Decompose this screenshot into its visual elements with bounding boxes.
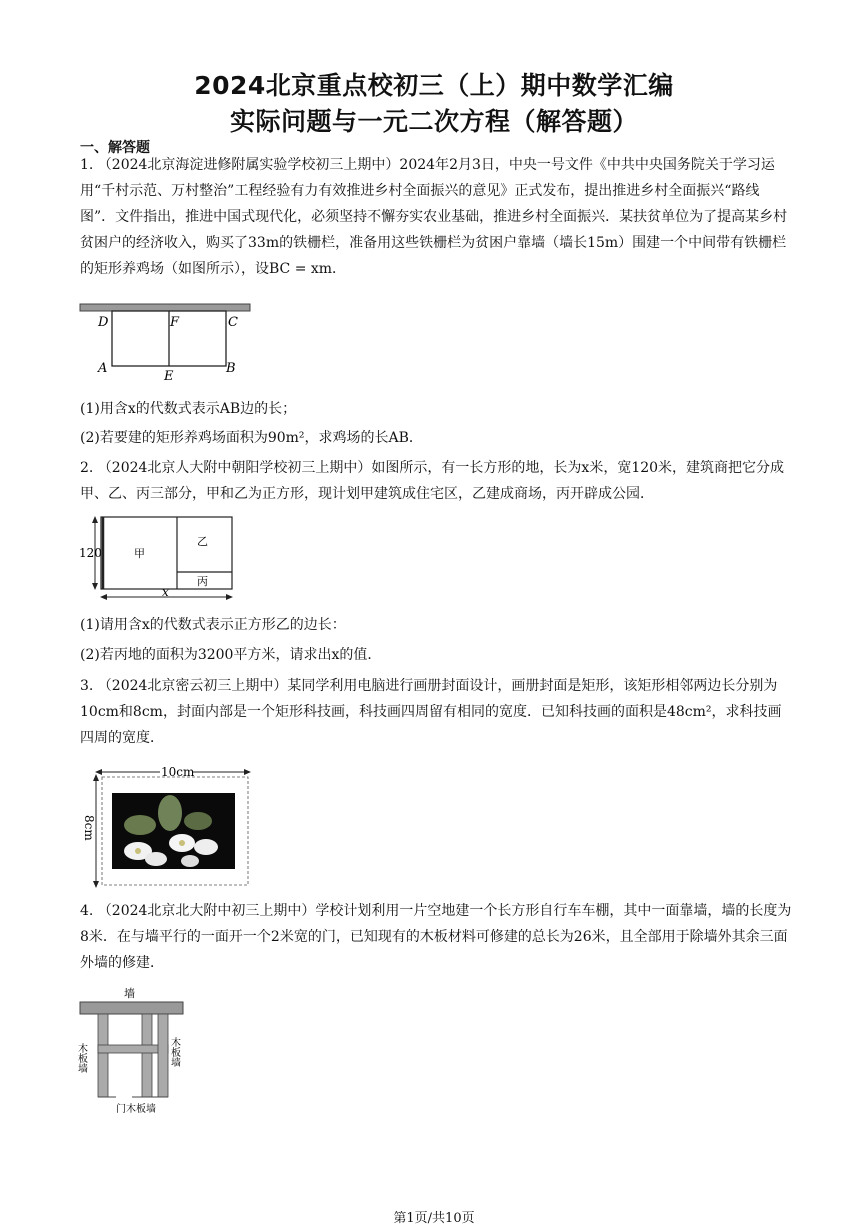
q4-bottom-label: 门木板墙 [116,1104,156,1115]
q2-label-bing: 丙 [197,575,208,588]
q4-wall [80,1002,183,1014]
q3-height-label: 8cm [82,815,96,841]
q1-label-e: E [164,369,174,382]
q1-label-c: C [228,315,238,330]
q1-label-f: F [170,315,180,330]
q1-label-b: B [226,361,236,376]
q2-land [101,517,232,589]
q2-width-label: x [162,585,169,599]
q2-figure [78,513,243,603]
q2-sub1: (1)请用含x的代数式表示正方形乙的边长： [80,617,346,633]
q3-figure [78,763,258,893]
q2-label-jia: 甲 [134,547,145,560]
q1-label-a: A [98,361,108,376]
q4-wall-label: 墙 [124,987,135,1000]
q2-height-label: 120 [79,546,102,560]
q1-text: 1. （2024北京海淀进修附属实验学校初三上期中）2024年2月3日，中央一号文件《中共中央国务院关于学习运用“千村示范、万村整治”工程经验有力有效推进乡村全面振兴的意见》正式发布，提出推进乡村全面振兴“路线图”．文件指出，推进中国式现代化，必须坚持不懈夯实农业基础，推进乡村全面振兴．某扶贫单位为了提高某乡村贫困户的经济收入，购买了33m的铁栅栏，准备用这些铁栅栏为贫困户靠墙（墙长15m）围建一个中间带有铁栅栏的矩形养鸡场（如图所示），设BC = xm． [80,157,788,277]
q4-left-label: 木板墙 [76,1043,87,1073]
q1-label-d: D [98,315,109,330]
q1-sub2: (2)若要建的矩形养鸡场面积为90m²，求鸡场的长AB． [80,430,423,446]
q1-wall [80,304,250,311]
q3-picture [112,793,235,869]
page-footer: 第1页/共10页 [393,1211,475,1226]
q1-sub1: (1)用含x的代数式表示AB边的长； [80,401,297,417]
q1-figure [78,300,253,382]
q3-width-label: 10cm [161,765,195,779]
q4-text: 4. （2024北京北大附中初三上期中）学校计划利用一片空地建一个长方形自行车车棚，其中一面靠墙，墙的长度为8米．在与墙平行的一面开一个2米宽的门，已知现有的木板材料可修建的总长为26米，且全部用于除墙外其余三面外墙的修建． [80,903,792,971]
q4-right-label: 木板墙 [168,1037,180,1067]
q4-figure [76,985,191,1125]
page-title-line2: 实际问题与一元二次方程（解答题） [229,107,638,136]
q2-text: 2. （2024北京人大附中朝阳学校初三上期中）如图所示，有一长方形的地，长为x米，宽120米，建筑商把它分成甲、乙、丙三部分，甲和乙为正方形，现计划甲建筑成住宅区，乙建成商场，丙开辟成公园． [80,460,785,502]
q2-sub2: (2)若丙地的面积为3200平方米，请求出x的值． [80,647,382,663]
q2-label-yi: 乙 [197,535,208,548]
q3-text: 3. （2024北京密云初三上期中）某同学利用电脑进行画册封面设计，画册封面是矩形，该矩形相邻两边长分别为10cm和8cm，封面内部是一个矩形科技画，科技画四周留有相同的宽度．已知科技画的面积是48cm²，求科技画四周的宽度． [80,678,782,746]
section-heading: 一、解答题 [80,140,150,156]
page-title-line1: 2024北京重点校初三（上）期中数学汇编 [194,71,674,100]
